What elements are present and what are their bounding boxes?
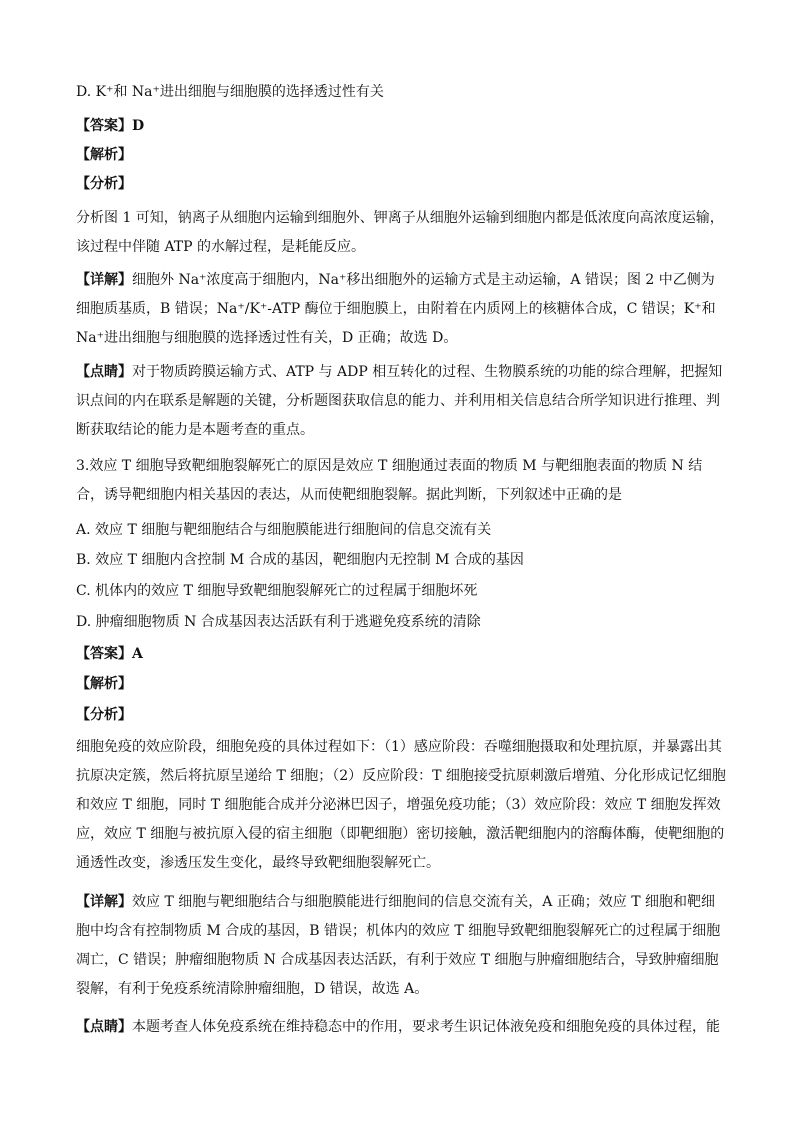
q3-fenxi-heading: 【分析】 <box>76 707 132 723</box>
q3-comment-label: 【点睛】 <box>76 1019 132 1035</box>
q3-detail-text: 效应 T 细胞与靶细胞结合与细胞膜能进行细胞间的信息交流有关，A 正确；效应 T 细胞和靶细胞中均含有控制物质 M 合成的基因，B 错误；机体内的效应 T 细胞导致靶细胞裂解死亡的过程属于细胞凋亡，C 错误；肿瘤细胞物质 N 合成基因表达活跃，有利于效应 T 细胞与肿瘤细胞结合，导致肿瘤细胞裂解，有利于免疫系统清除肿瘤细胞，D 错误，故选 A。 <box>76 894 721 997</box>
q2-comment-paragraph <box>76 358 726 445</box>
q3-option-d: D. 肿瘤细胞物质 N 合成基因表达活跃有利于逃避免疫系统的清除 <box>76 614 481 630</box>
q2-detail-text: 细胞外 Na⁺浓度高于细胞内，Na⁺移出细胞外的运输方式是主动运输，A 错误；图 2 中乙侧为细胞质基质，B 错误；Na⁺/K⁺-ATP 酶位于细胞膜上，由附着在内质网上的核糖体合成，C 错误；K⁺和 Na⁺进出细胞与细胞膜的选择透过性有关，D 正确；故选 D。 <box>76 272 716 346</box>
q3-comment-text: 本题考查人体免疫系统在维持稳态中的作用，要求考生识记体液免疫和细胞免疫的具体过程，能 <box>132 1019 720 1035</box>
q3-option-a: A. 效应 T 细胞与靶细胞结合与细胞膜能进行细胞间的信息交流有关 <box>76 522 492 538</box>
q3-option-b: B. 效应 T 细胞内含控制 M 合成的基因，靶细胞内无控制 M 合成的基因 <box>76 552 524 568</box>
q2-detail-paragraph <box>76 266 726 353</box>
q2-jiexi-heading: 【解析】 <box>76 147 132 163</box>
q3-option-c: C. 机体内的效应 T 细胞导致靶细胞裂解死亡的过程属于细胞坏死 <box>76 583 478 599</box>
q3-detail-label: 【详解】 <box>76 894 132 910</box>
q2-analysis: 分析图 1 可知，钠离子从细胞内运输到细胞外、钾离子从细胞外运输到细胞内都是低浓度向高浓度运输，该过程中伴随 ATP 的水解过程，是耗能反应。 <box>76 210 724 255</box>
q3-comment-paragraph <box>76 1013 726 1042</box>
q2-comment-text: 对于物质跨膜运输方式、ATP 与 ADP 相互转化的过程、生物膜系统的功能的综合理解，把握知识点间的内在联系是解题的关键，分析题图获取信息的能力、并利用相关信息结合所学知识进行推理、判断获取结论的能力是本题考查的重点。 <box>76 364 723 438</box>
q2-fenxi-heading: 【分析】 <box>76 176 132 192</box>
q3-jiexi-heading: 【解析】 <box>76 676 132 692</box>
q3-stem: 3.效应 T 细胞导致靶细胞裂解死亡的原因是效应 T 细胞通过表面的物质 M 与靶细胞表面的物质 N 结合，诱导靶细胞内相关基因的表达，从而使靶细胞裂解。据此判断，下列叙述中正确的是 <box>76 458 703 503</box>
q3-answer: 【答案】A <box>76 646 143 662</box>
q2-answer: 【答案】D <box>76 118 145 134</box>
q2-comment-label: 【点睛】 <box>76 364 132 380</box>
q3-analysis: 细胞免疫的效应阶段，细胞免疫的具体过程如下：（1）感应阶段：吞噬细胞摄取和处理抗原，并暴露出其抗原决定簇，然后将抗原呈递给 T 细胞；（2）反应阶段：T 细胞接受抗原刺激后增殖、分化形成记忆细胞和效应 T 细胞，同时 T 细胞能合成并分泌淋巴因子，增强免疫功能；（3）效应阶段：效应 T 细胞发挥效应，效应 T 细胞与被抗原入侵的宿主细胞（即靶细胞）密切接触，激活靶细胞内的溶酶体酶，使靶细胞的通透性改变，渗透压发生变化，最终导致靶细胞裂解死亡。 <box>76 739 726 871</box>
q2-option-d: D. K⁺和 Na⁺进出细胞与细胞膜的选择透过性有关 <box>76 84 384 100</box>
q3-detail-paragraph <box>76 888 726 1004</box>
q2-detail-label: 【详解】 <box>76 272 132 288</box>
